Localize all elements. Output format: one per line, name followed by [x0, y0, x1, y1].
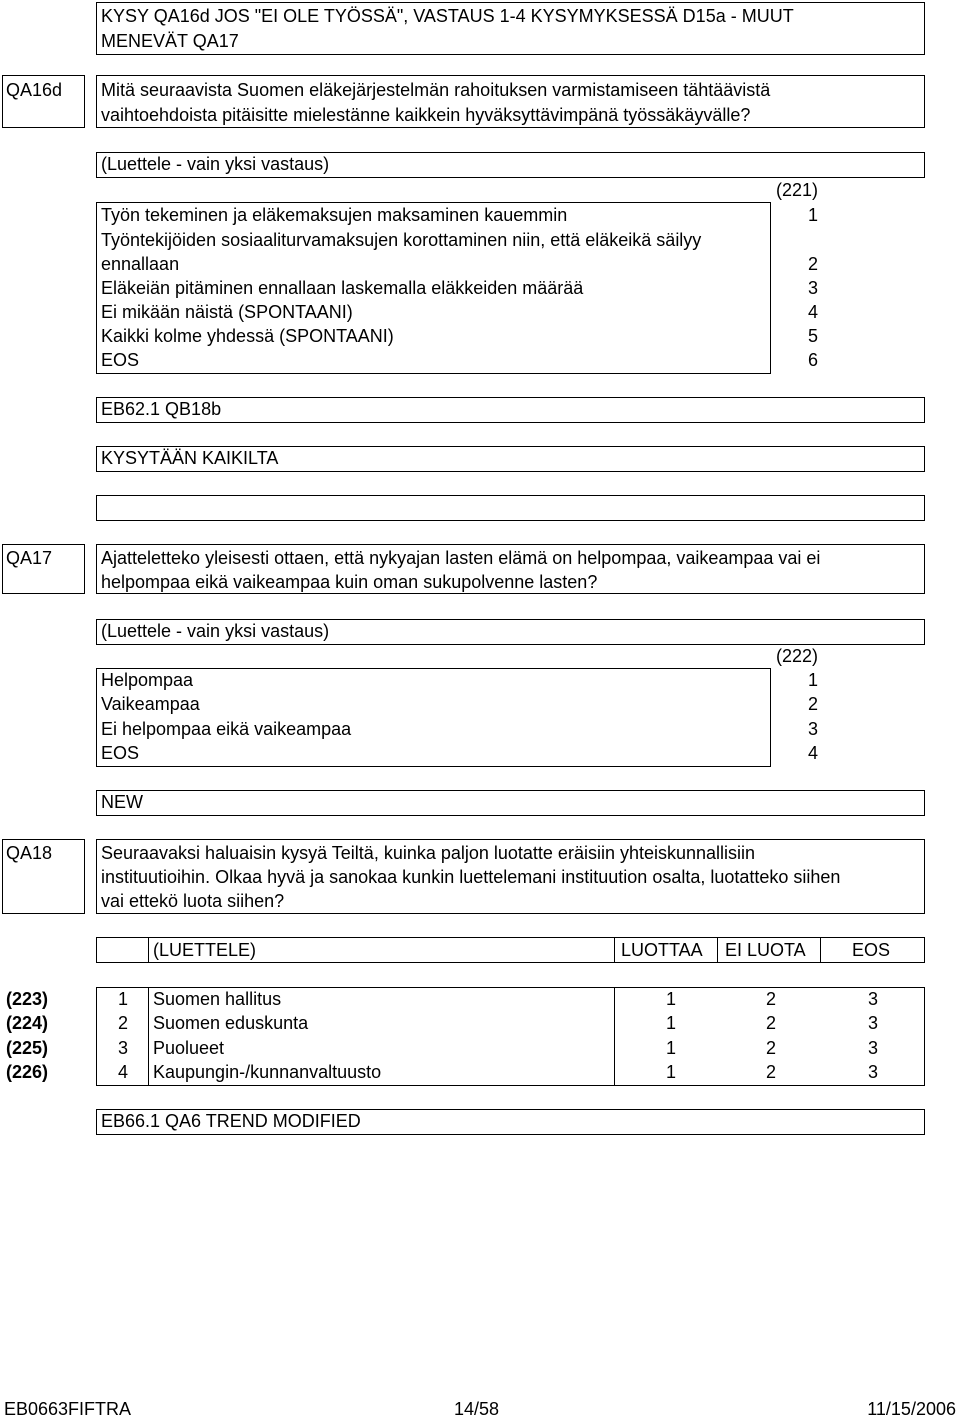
footer-doc-id: EB0663FIFTRA	[4, 1399, 132, 1419]
qa16d-option-6-label: EOS	[101, 350, 140, 370]
qa16d-instruction: (Luettele - vain yksi vastaus)	[101, 154, 330, 174]
qa18-row-3-code: (225)	[6, 1038, 49, 1058]
qa16d-option-3-label: Eläkeiän pitäminen ennallaan laskemalla eläkkeiden määrää	[101, 278, 584, 298]
qa17-instruction: (Luettele - vain yksi vastaus)	[101, 621, 330, 641]
qa18-row-3-num: 3	[118, 1038, 129, 1058]
qa17-question-line1: Ajatteletteko yleisesti ottaen, että nykyajan lasten elämä on helpompaa, vaikeampaa vai ei	[101, 548, 821, 568]
qa16d-question-line2: vaihtoehdoista pitäisitte mielestänne kaikkein hyväksyttävimpänä työssäkäyvälle?	[101, 105, 751, 125]
footer-page-number: 14/58	[454, 1399, 500, 1419]
qa18-row-3-trust: 1	[665, 1038, 676, 1058]
qa18-row-1-num: 1	[118, 989, 129, 1009]
qa18-header-trust: LUOTTAA	[621, 940, 703, 960]
qa18-header-num-cell	[96, 937, 149, 963]
qa16d-source: EB62.1 QB18b	[101, 399, 222, 419]
qa16d-option-3-value: 3	[807, 278, 818, 298]
qa17-code: (222)	[775, 646, 818, 666]
qa18-row-1-trust: 1	[665, 989, 676, 1009]
qa17-option-3-label: Ei helpompaa eikä vaikeampaa	[101, 719, 352, 739]
qa18-question-line3: vai ettekö luota siihen?	[101, 891, 285, 911]
qa16d-question-line1: Mitä seuraavista Suomen eläkejärjestelmän rahoituksen varmistamiseen tähtäävistä	[101, 80, 771, 100]
routing-instruction-line2: MENEVÄT QA17	[101, 31, 239, 51]
qa18-row-4-distrust: 2	[765, 1062, 776, 1082]
qa18-row-2-label: Suomen eduskunta	[153, 1013, 309, 1033]
routing-instruction-line1: KYSY QA16d JOS "EI OLE TYÖSSÄ", VASTAUS 1-4 KYSYMYKSESSÄ D15a - MUUT	[101, 6, 794, 26]
qa16d-code: (221)	[775, 180, 818, 200]
qa16d-option-4-value: 4	[807, 302, 818, 322]
empty-box	[96, 495, 925, 521]
qa18-header-distrust: EI LUOTA	[725, 940, 806, 960]
footer-date: 11/15/2006	[867, 1399, 956, 1419]
qa18-row-4-code: (226)	[6, 1062, 49, 1082]
qa18-source: EB66.1 QA6 TREND MODIFIED	[101, 1111, 361, 1131]
qa16d-option-5-value: 5	[807, 326, 818, 346]
qa18-row-4-label: Kaupungin-/kunnanvaltuusto	[153, 1062, 382, 1082]
qa18-header-item: (LUETTELE)	[153, 940, 257, 960]
qa18-row-1-distrust: 2	[765, 989, 776, 1009]
qa18-row-2-distrust: 2	[765, 1013, 776, 1033]
qa16d-option-2-label-line2: ennallaan	[101, 254, 180, 274]
qa16d-audience: KYSYTÄÄN KAIKILTA	[101, 448, 279, 468]
qa17-option-1-value: 1	[807, 670, 818, 690]
qa18-row-3-label: Puolueet	[153, 1038, 225, 1058]
qa17-id: QA17	[6, 548, 53, 568]
qa16d-option-5-label: Kaikki kolme yhdessä (SPONTAANI)	[101, 326, 394, 346]
qa16d-option-1-value: 1	[807, 205, 818, 225]
qa18-row-4-trust: 1	[665, 1062, 676, 1082]
qa17-option-1-label: Helpompaa	[101, 670, 194, 690]
qa18-row-3-distrust: 2	[765, 1038, 776, 1058]
qa17-option-2-value: 2	[807, 694, 818, 714]
qa18-row-1-label: Suomen hallitus	[153, 989, 282, 1009]
qa18-header-dk: EOS	[852, 940, 891, 960]
qa18-question-line2: instituutioihin. Olkaa hyvä ja sanokaa kunkin luettelemani instituution osalta, luotatteko siihen	[101, 867, 841, 887]
qa17-option-3-value: 3	[807, 719, 818, 739]
qa17-option-2-label: Vaikeampaa	[101, 694, 200, 714]
qa16d-option-6-value: 6	[807, 350, 818, 370]
qa18-row-2-num: 2	[118, 1013, 129, 1033]
qa18-row-4-dk: 3	[867, 1062, 878, 1082]
qa16d-option-2-value: 2	[807, 254, 818, 274]
qa18-id: QA18	[6, 843, 53, 863]
qa16d-option-4-label: Ei mikään näistä (SPONTAANI)	[101, 302, 353, 322]
qa18-row-2-dk: 3	[867, 1013, 878, 1033]
qa18-row-4-num: 4	[118, 1062, 129, 1082]
qa17-option-4-value: 4	[807, 743, 818, 763]
qa18-row-2-code: (224)	[6, 1013, 49, 1033]
qa17-question-line2: helpompaa eikä vaikeampaa kuin oman sukupolvenne lasten?	[101, 572, 598, 592]
qa16d-id: QA16d	[6, 80, 63, 100]
qa18-question-line1: Seuraavaksi haluaisin kysyä Teiltä, kuinka paljon luotatte eräisiin yhteiskunnallisiin	[101, 843, 756, 863]
qa17-source-box	[96, 790, 925, 816]
qa17-source: NEW	[101, 792, 143, 812]
qa16d-option-2-label-line1: Työntekijöiden sosiaaliturvamaksujen korottaminen niin, että eläkeikä säilyy	[101, 230, 702, 250]
qa18-row-3-dk: 3	[867, 1038, 878, 1058]
qa18-row-2-trust: 1	[665, 1013, 676, 1033]
qa17-option-4-label: EOS	[101, 743, 140, 763]
qa18-row-1-code: (223)	[6, 989, 49, 1009]
qa18-row-1-dk: 3	[867, 989, 878, 1009]
qa16d-option-1-label: Työn tekeminen ja eläkemaksujen maksaminen kauemmin	[101, 205, 568, 225]
